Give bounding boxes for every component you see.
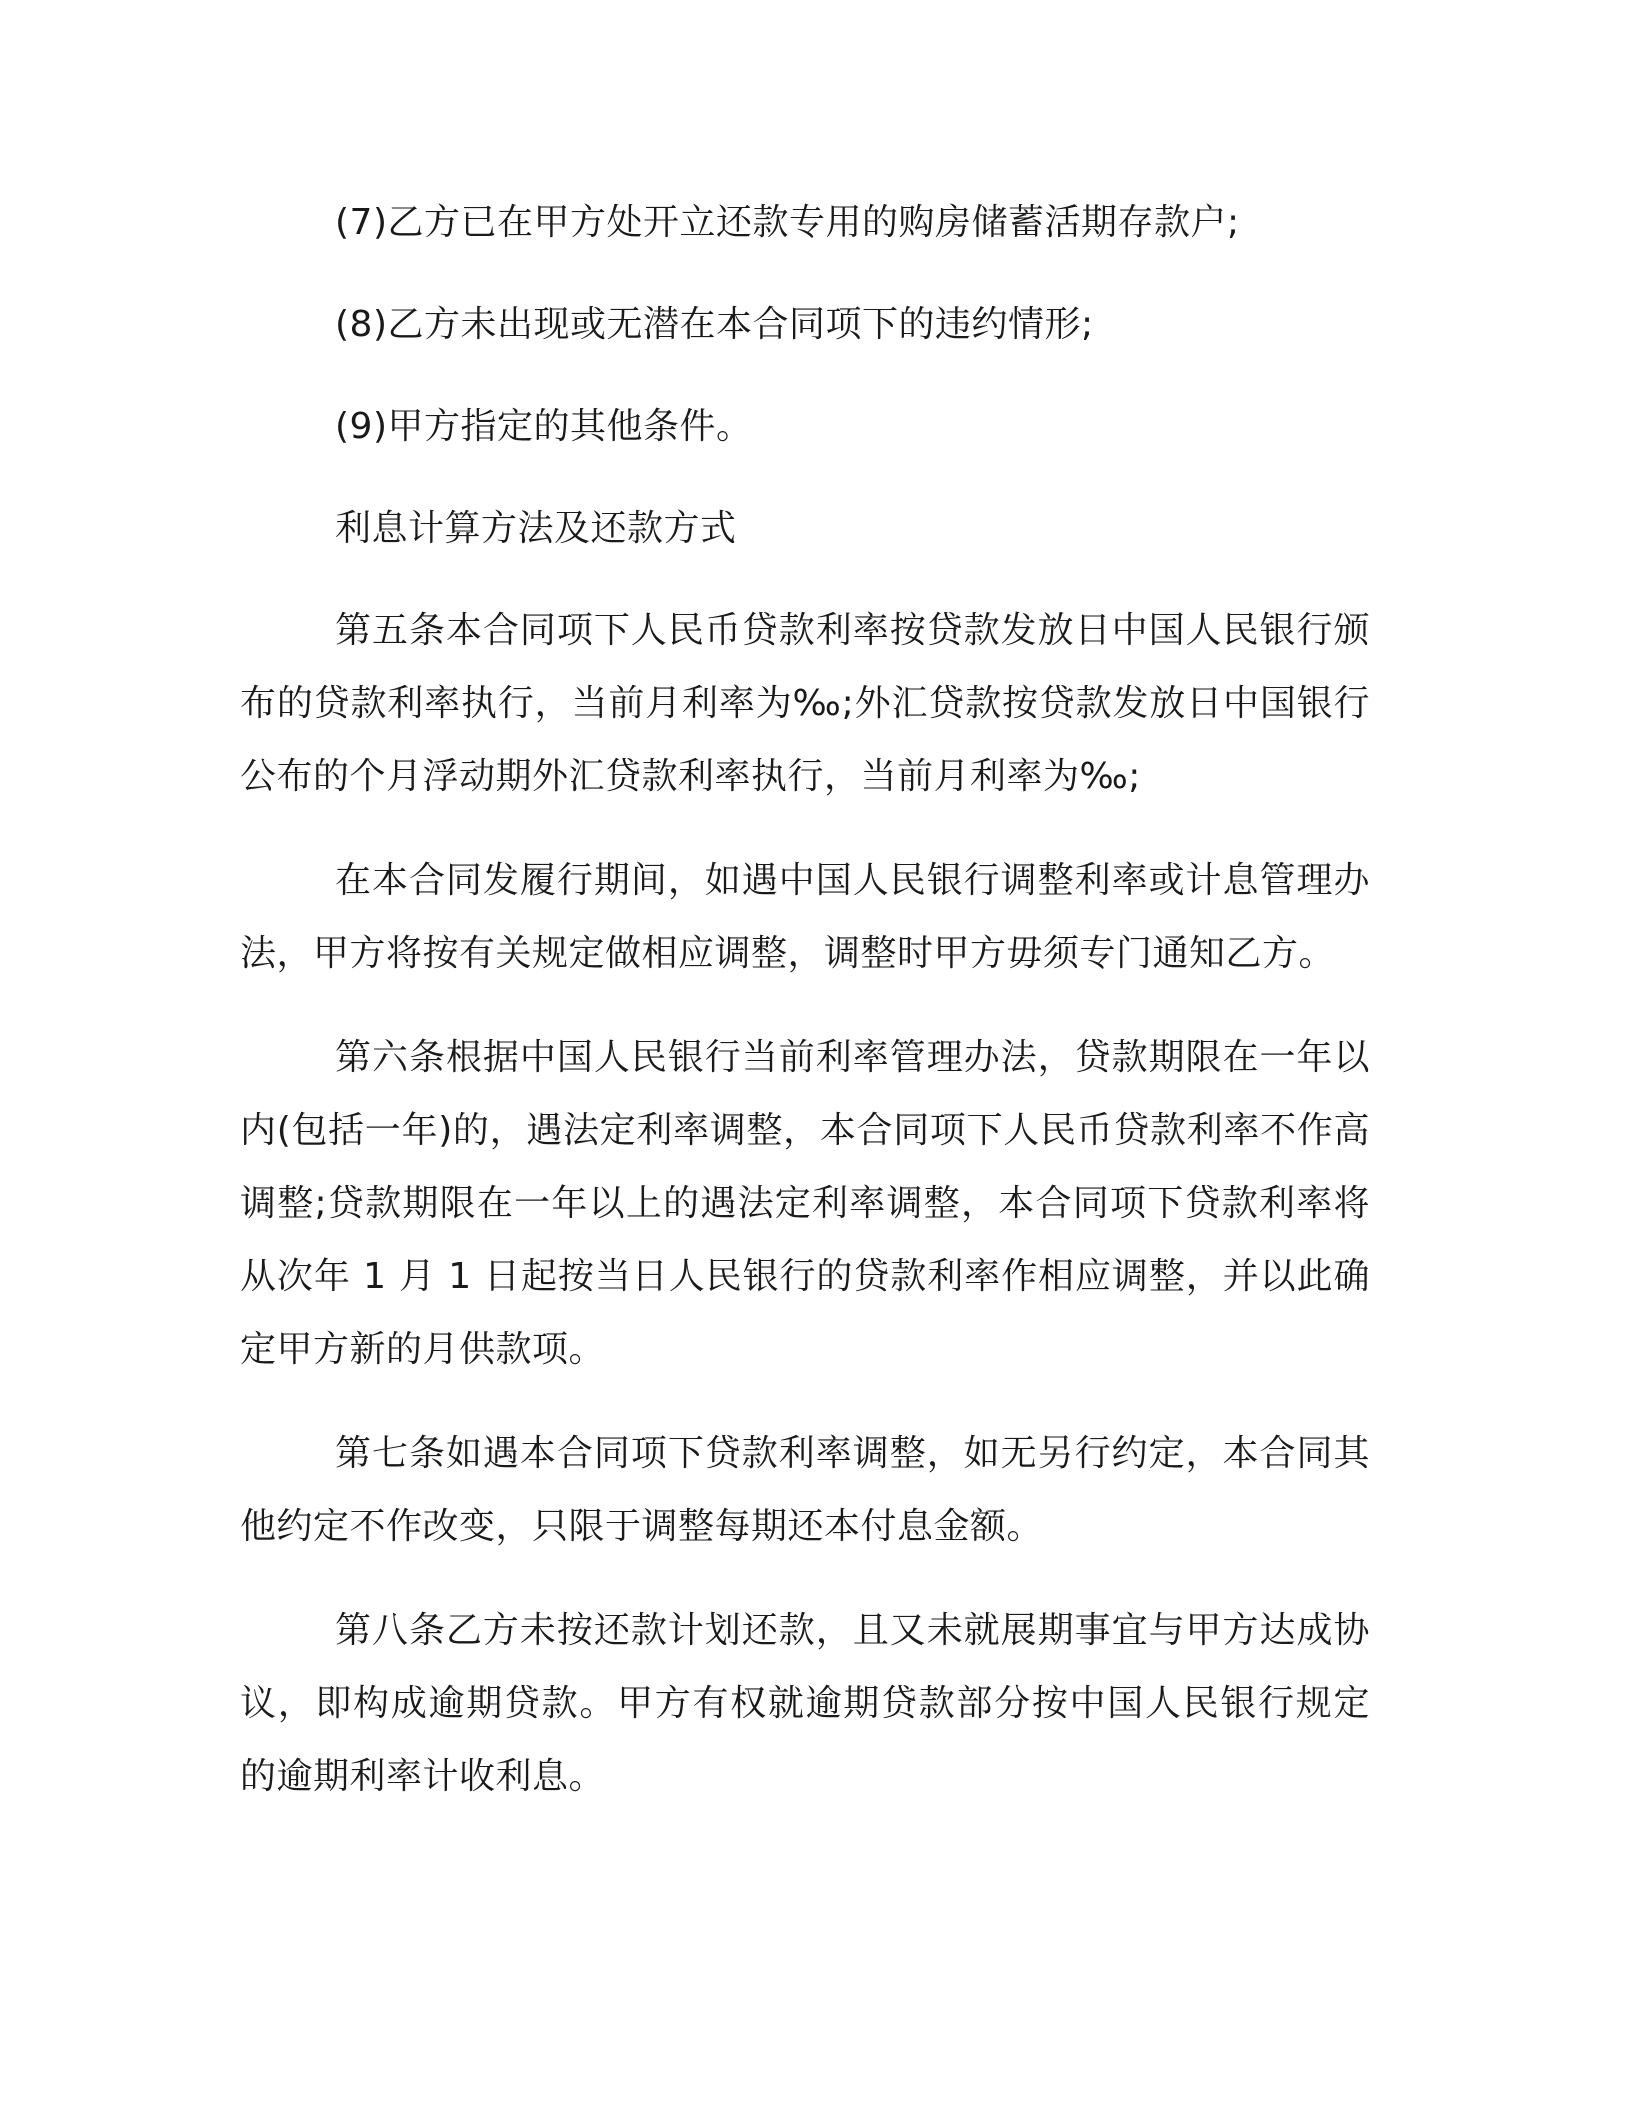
clause-item-7: (7)乙方已在甲方处开立还款专用的购房储蓄活期存款户; (335, 202, 1240, 243)
article-8: 第八条乙方未按还款计划还款，且又未就展期事宜与甲方达成协议，即构成逾期贷款。甲方有权就逾期贷款部分按中国人民银行规定的逾期利率计收利息。 (240, 1610, 1370, 1797)
article-7: 第七条如遇本合同项下贷款利率调整，如无另行约定，本合同其他约定不作改变，只限于调整每期还本付息金额。 (240, 1433, 1370, 1547)
clause-item-8: (8)乙方未出现或无潜在本合同项下的违约情形; (335, 304, 1094, 345)
document-page (240, 186, 1370, 1844)
article-6: 第六条根据中国人民银行当前利率管理办法，贷款期限在一年以内(包括一年)的，遇法定利率调整，本合同项下人民币贷款利率不作高调整;贷款期限在一年以上的遇法定利率调整，本合同项下贷款利率将从次年 1 月 1 日起按当日人民银行的贷款利率作相应调整，并以此确定甲方新的月供款项。 (240, 1037, 1370, 1370)
clause-item-9: (9)甲方指定的其他条件。 (335, 406, 753, 447)
section-heading: 利息计算方法及还款方式 (335, 508, 737, 549)
article-5-paragraph-2: 在本合同发履行期间，如遇中国人民银行调整利率或计息管理办法，甲方将按有关规定做相应调整，调整时甲方毋须专门通知乙方。 (240, 860, 1370, 974)
article-5: 第五条本合同项下人民币贷款利率按贷款发放日中国人民银行颁布的贷款利率执行，当前月利率为‰;外汇贷款按贷款发放日中国银行公布的个月浮动期外汇贷款利率执行，当前月利率为‰; (240, 610, 1370, 797)
